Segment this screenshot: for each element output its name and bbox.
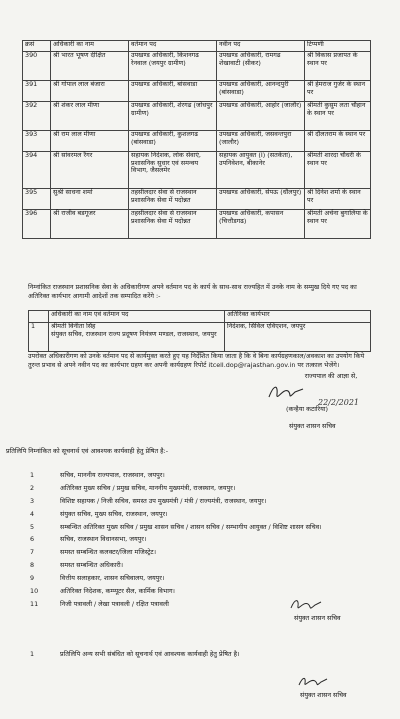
table-row [23, 189, 371, 210]
list-item [30, 471, 322, 484]
cell-officer-name: श्री गोपाल लाल बंजारा [51, 81, 129, 102]
table-row [23, 81, 371, 102]
cell-officer-name: श्री राजीव बडगूजर [51, 210, 129, 239]
signature-date: 22/2/2021 [318, 398, 360, 407]
header-officer-name: अधिकारी का नाम [51, 41, 129, 52]
item-number: 5 [30, 522, 35, 531]
signatory-designation: संयुक्त शासन सचिव [289, 422, 336, 430]
cell-remarks: श्रीमती कुसुम लता चौहान के स्थान पर [305, 102, 371, 131]
header-new-post: नवीन पद [217, 41, 305, 52]
cell-new-post: सहायक आयुक्त (I) (सतर्कता), उपनिवेशन, बीकानेर [217, 152, 305, 189]
item-number: 2 [30, 483, 35, 492]
cell-new-post: उपखण्ड अधिकारी, आनन्दपुरी (बांसवाडा) [217, 81, 305, 102]
item-text: सचिव, राजस्थान विधानसभा, जयपुर। [60, 535, 147, 544]
signature-scribble-3 [296, 674, 330, 690]
cell-additional-charge: निदेशक, सिविल एविएशन, जयपुर [225, 323, 371, 352]
cell-current-post: तहसीलदार सेवा से राजस्थान प्रशासनिक सेवा में पदोन्नत [129, 210, 217, 239]
cell-officer-name: श्री सांवरमल रैगर [51, 152, 129, 189]
cell-serial: 390 [23, 52, 51, 81]
copy-heading: प्रतिलिपि निम्नांकित को सूचनार्थ एवं आवश्यक कार्यवाही हेतु प्रेषित है:- [6, 447, 169, 455]
item-text: समस्त सम्बन्धित अधिकारी। [60, 561, 124, 570]
cell-current-post: तहसीलदार सेवा से राजस्थान प्रशासनिक सेवा में पदोन्नत [129, 189, 217, 210]
table-row [23, 152, 371, 189]
signature-scribble-2 [288, 596, 324, 614]
officer-name: श्रीमती विनीता सिंह [51, 322, 96, 330]
cell-new-post: उपखण्ड अधिकारी, कपासन (चित्तौडगढ) [217, 210, 305, 239]
item-text: विशिष्ट सहायक / निजी सचिव, समस्त उप मुख्यमंत्री / मंत्री / राज्यमंत्री, राजस्थान, जयपुर। [60, 496, 267, 505]
table-header-row [29, 311, 371, 323]
list-item [30, 548, 322, 561]
cell-serial: 395 [23, 189, 51, 210]
additional-charge-intro: निम्नांकित राजस्थान प्रशासनिक सेवा के अधिकारीगण अपने वर्तमान पद के कार्य के साथ-साथ राज्यहित में उनके नाम के सम्मुख दिये गए पद का अतिरिक्त कार्यभार आगामी आदेशों तक सम्पादित करेंगे :- [28, 283, 357, 300]
header-serial [29, 311, 49, 323]
item-number: 8 [30, 561, 35, 570]
cell-remarks: श्री दिनेश शर्मा के स्थान पर [305, 189, 371, 210]
list-item [30, 574, 322, 587]
item-text: समस्त सम्बन्धित कलक्टर/जिला मजिस्ट्रेट। [60, 548, 157, 557]
list-item [30, 561, 322, 574]
cell-new-post: उपखण्ड अधिकारी, जसवन्तपुरा (जालौर) [217, 131, 305, 152]
joining-instruction: उपरोक्त अधिकारीगण को उनके वर्तमान पद से कार्यमुक्त करते हुए यह निर्देशित किया जाता है कि वे बिना कार्यग्रहणकाल/अवकाश का उपयोग किये तुरन्त प्रभाव से अपने नवीन पद का कार्यभार ग्रहण कर अपनी कार्यग्रहण रिपोर्ट itcell.dop@rajasthan.gov.in पर तत्काल भेजेंगे। [28, 352, 365, 369]
item-number: 1 [30, 471, 35, 479]
cell-serial: 393 [23, 131, 51, 152]
item-text: संयुक्त सचिव, मुख्य सचिव, राजस्थान, जयपुर। [60, 509, 168, 518]
item-number: 4 [30, 509, 35, 518]
table-row [23, 102, 371, 131]
item-text: सचिव, माननीय राज्यपाल, राजस्थान, जयपुर। [60, 471, 165, 479]
cell-serial: 396 [23, 210, 51, 239]
item-text: अतिरिक्त निदेशक, कम्प्यूटर सैल, कार्मिक विभाग। [60, 587, 175, 596]
cell-remarks: श्री हेमराज गुर्जर के स्थान पर [305, 81, 371, 102]
order-line: राज्यपाल की आज्ञा से, [304, 372, 358, 380]
list-item [30, 510, 322, 523]
item-number: 1 [30, 650, 35, 658]
item-number: 9 [30, 574, 35, 583]
cell-remarks: श्रीमती शारदा चौधरी के स्थान पर [305, 152, 371, 189]
cell-remarks: श्रीमती अर्चना बुगालिया के स्थान पर [305, 210, 371, 239]
cell-current-post: उपखण्ड अधिकारी, शेरगढ (जोधपुर ग्रामीण) [129, 102, 217, 131]
table-header-row [23, 41, 371, 52]
cell-serial: 391 [23, 81, 51, 102]
cell-officer-and-post [49, 323, 225, 352]
signoff-designation-1: संयुक्त शासन सचिव [294, 614, 341, 622]
item-number: 11 [30, 599, 39, 608]
cell-current-post: उपखण्ड अधिकारी, कुशलगढ (बांसवाडा) [129, 131, 217, 152]
cell-officer-name: श्री भारत भूषण दीक्षित [51, 52, 129, 81]
cell-current-post: उपखण्ड अधिकारी, किशनगढ रेनवाल (जयपुर ग्रामीण) [129, 52, 217, 81]
item-number: 3 [30, 496, 35, 505]
cell-officer-name: सुश्री साधना शर्मा [51, 189, 129, 210]
cell-officer-name: श्री शंकर लाल मीणा [51, 102, 129, 131]
transfer-table [22, 40, 371, 239]
signoff-designation-2: संयुक्त शासन सचिव [300, 691, 347, 699]
cell-current-post: उपखण्ड अधिकारी, बांसवाडा [129, 81, 217, 102]
header-officer-and-post: अधिकारी का नाम एवं वर्तमान पद [49, 311, 225, 323]
list-item [30, 497, 322, 510]
cell-officer-name: श्री राम लाल मीणा [51, 131, 129, 152]
item-text: वित्तीय सलाहकार, शासन सचिवालय, जयपुर। [60, 574, 165, 583]
table-row [23, 131, 371, 152]
cell-serial: 394 [23, 152, 51, 189]
header-additional-charge: अतिरिक्त कार्यभार [225, 311, 371, 323]
cell-serial: 1 [29, 323, 49, 352]
header-remarks: टिप्पणी [305, 41, 371, 52]
item-number: 6 [30, 535, 35, 544]
list-item [30, 535, 322, 548]
table-row [23, 52, 371, 81]
copy-line-2 [30, 650, 380, 659]
item-text: निजी पत्रावली / लेखा पत्रावली / रक्षित पत्रावली [60, 599, 169, 608]
signature-scribble [266, 382, 306, 404]
cell-remarks: श्री दौलतराम के स्थान पर [305, 131, 371, 152]
signature-block [276, 372, 386, 381]
table-row [29, 323, 371, 352]
item-text: अतिरिक्त मुख्य सचिव / प्रमुख सचिव, माननीय मुख्यमंत्री, राजस्थान, जयपुर। [60, 483, 236, 492]
cell-new-post: उपखण्ड अधिकारी, रामगढ शेखावाटी (सीकर) [217, 52, 305, 81]
cell-current-post: सहायक निदेशक, लोक सेवाएं, प्रशासनिक सुधार एवं समन्वय विभाग, जैसलमेर [129, 152, 217, 189]
cell-serial: 392 [23, 102, 51, 131]
officer-post: संयुक्त सचिव, राजस्थान राज्य प्रदूषण नियंत्रण मण्डल, राजस्थान, जयपुर [51, 329, 217, 338]
list-item [30, 587, 322, 600]
list-item [30, 523, 322, 536]
cell-remarks: श्री विकास प्रजापत के स्थान पर [305, 52, 371, 81]
signatory-name: (कन्हैया कटारिया) [286, 405, 329, 413]
item-text: सम्बन्धित अतिरिक्त मुख्य सचिव / प्रमुख शासन सचिव / शासन सचिव / सम्भागीय आयुक्त / विशिष्ट शासन सचिव। [60, 522, 322, 531]
item-text: प्रतिलिपि अन्य सभी संबंधित को सूचनार्थ एवं आवश्यक कार्यवाही हेतु प्रेषित है। [60, 650, 240, 658]
table-row [23, 210, 371, 239]
header-current-post: वर्तमान पद [129, 41, 217, 52]
cell-new-post: उपखण्ड अधिकारी, सेपऊ (धौलपुर) [217, 189, 305, 210]
list-item [30, 600, 322, 613]
additional-charge-table [28, 310, 371, 352]
cell-new-post: उपखण्ड अधिकारी, आहोर (जालौर) [217, 102, 305, 131]
header-serial: क्रसं [23, 41, 51, 52]
list-item [30, 484, 322, 497]
item-number: 7 [30, 548, 35, 557]
item-number: 10 [30, 587, 39, 596]
recipient-list [30, 471, 322, 613]
